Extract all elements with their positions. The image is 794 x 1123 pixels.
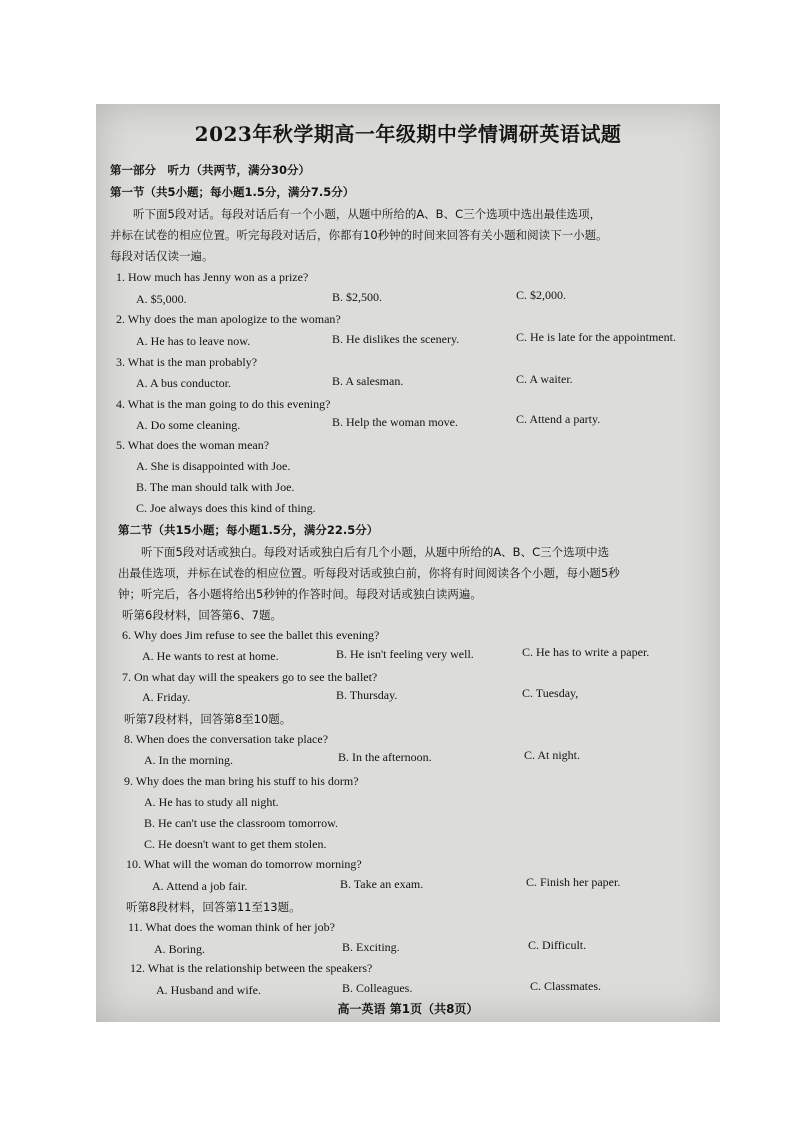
option-b: B. $2,500. (332, 290, 383, 304)
option-b: B. He can't use the classroom tomorrow. (144, 816, 339, 830)
option-c: C. Joe always does this kind of thing. (136, 501, 316, 515)
option-a: A. He has to study all night. (144, 795, 279, 809)
option-c: C. Tuesday, (522, 686, 579, 700)
question-stem: 4. What is the man going to do this evening? (116, 397, 331, 411)
option-b: B. A salesman. (332, 374, 404, 388)
question-stem: 11. What does the woman think of her job? (128, 920, 335, 934)
option-b: B. Colleagues. (342, 981, 413, 995)
option-a: A. He wants to rest at home. (142, 649, 279, 663)
option-a: A. Husband and wife. (156, 983, 261, 997)
question-stem: 1. How much has Jenny won as a prize? (116, 270, 309, 284)
exam-page (96, 104, 720, 1022)
section-heading: 第一节（共5小题；每小题1.5分，满分7.5分） (110, 185, 355, 199)
option-a: A. A bus conductor. (136, 376, 231, 390)
question-stem: 10. What will the woman do tomorrow morning? (126, 857, 362, 871)
question-stem: 8. When does the conversation take place? (124, 732, 329, 746)
option-b: B. Take an exam. (340, 877, 424, 891)
option-a: A. Do some cleaning. (136, 418, 241, 432)
material-note: 听第7段材料，回答第8至10题。 (124, 712, 292, 726)
option-c: C. Classmates. (530, 979, 601, 993)
exam-title: 2023年秋学期高一年级期中学情调研英语试题 (194, 122, 622, 146)
option-c: C. Difficult. (528, 938, 587, 952)
option-a: A. $5,000. (136, 292, 187, 306)
option-b: B. Thursday. (336, 688, 398, 702)
instruction-line: 听下面5段对话或独白。每段对话或独白后有几个小题，从题中所给的A、B、C三个选项中选 (118, 545, 610, 559)
option-c: C. $2,000. (516, 288, 567, 302)
instruction-line: 每段对话仅读一遍。 (110, 249, 214, 263)
page-footer: 高一英语 第1页（共8页） (337, 1002, 479, 1016)
option-a: A. Boring. (154, 942, 205, 956)
material-note: 听第8段材料，回答第11至13题。 (126, 900, 301, 914)
option-b: B. The man should talk with Joe. (136, 480, 295, 494)
option-c: C. Finish her paper. (526, 875, 621, 889)
option-a: A. In the morning. (144, 753, 233, 767)
option-b: B. In the afternoon. (338, 750, 432, 764)
question-stem: 2. Why does the man apologize to the woman? (116, 312, 341, 326)
option-b: B. Help the woman move. (332, 415, 458, 429)
question-stem: 7. On what day will the speakers go to see the ballet? (122, 670, 378, 684)
material-note: 听第6段材料，回答第6、7题。 (122, 608, 282, 622)
option-a: A. Attend a job fair. (152, 879, 248, 893)
option-b: B. Exciting. (342, 940, 400, 954)
instruction-line: 钟；听完后，各小题将给出5秒钟的作答时间。每段对话或独白读两遍。 (118, 587, 482, 601)
option-a: A. She is disappointed with Joe. (136, 459, 291, 473)
question-stem: 12. What is the relationship between the speakers? (130, 961, 373, 975)
section-heading: 第二节（共15小题；每小题1.5分，满分22.5分） (118, 523, 379, 537)
part-heading: 第一部分 听力（共两节，满分30分） (110, 163, 311, 177)
instruction-line: 并标在试卷的相应位置。听完每段对话后，你都有10秒钟的时间来回答有关小题和阅读下一小题。 (110, 228, 608, 242)
option-b: B. He dislikes the scenery. (332, 332, 460, 346)
option-c: C. He has to write a paper. (522, 645, 650, 659)
question-stem: 6. Why does Jim refuse to see the ballet this evening? (122, 628, 380, 642)
question-stem: 5. What does the woman mean? (116, 438, 270, 452)
question-stem: 3. What is the man probably? (116, 355, 258, 369)
option-c: C. Attend a party. (516, 412, 601, 426)
instruction-line: 听下面5段对话。每段对话后有一个小题，从题中所给的A、B、C三个选项中选出最佳选项， (110, 207, 602, 221)
instruction-line: 出最佳选项，并标在试卷的相应位置。听每段对话或独白前，你将有时间阅读各个小题，每小题5秒 (118, 566, 620, 580)
option-a: A. He has to leave now. (136, 334, 251, 348)
option-a: A. Friday. (142, 690, 191, 704)
option-c: C. He is late for the appointment. (516, 330, 676, 344)
option-b: B. He isn't feeling very well. (336, 647, 474, 661)
question-stem: 9. Why does the man bring his stuff to his dorm? (124, 774, 359, 788)
option-c: C. A waiter. (516, 372, 573, 386)
option-c: C. At night. (524, 748, 581, 762)
option-c: C. He doesn't want to get them stolen. (144, 837, 327, 851)
